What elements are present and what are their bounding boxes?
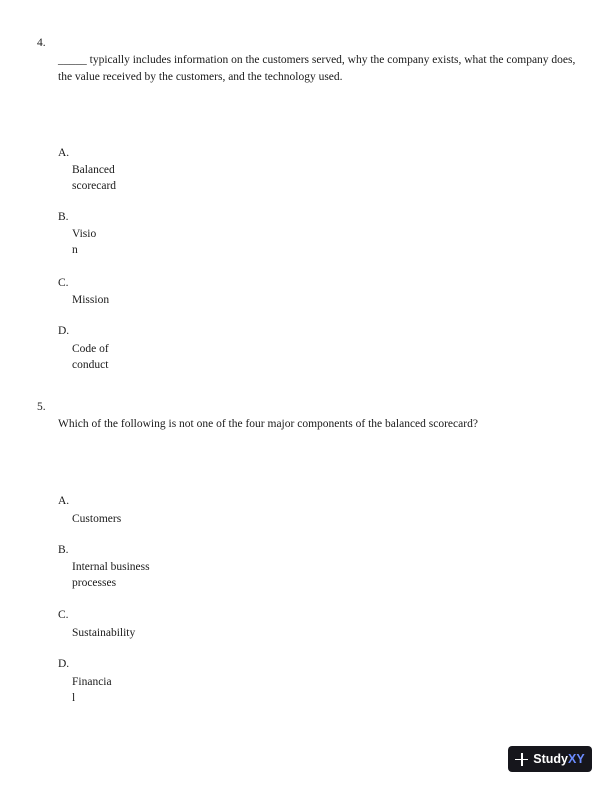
question-4-text: _____ typically includes information on the customers served, why the company exists, what the company does, the value received by the customers, and the technology used. xyxy=(58,54,576,83)
question-4-option-b-label[interactable] xyxy=(72,226,96,258)
option-line: Code of xyxy=(72,343,109,355)
option-line: Mission xyxy=(72,294,110,306)
question-4-number: 4. xyxy=(37,37,46,49)
brand-name xyxy=(533,752,584,766)
question-4-option-a-letter: A. xyxy=(58,147,70,159)
question-5-text: Which of the following is not one of the four major components of the balanced scorecard? xyxy=(58,418,478,430)
option-line: Financia xyxy=(72,676,112,688)
question-4-option-b-letter: B. xyxy=(58,211,69,223)
question-5-option-d-letter: D. xyxy=(58,658,70,670)
question-5-option-a-label[interactable] xyxy=(72,511,121,527)
question-4-option-d-label[interactable] xyxy=(72,341,109,373)
option-line: Customers xyxy=(72,513,122,525)
option-line: Balanced xyxy=(72,164,115,176)
question-5-option-d-label[interactable] xyxy=(72,674,112,706)
option-line: scorecard xyxy=(72,180,117,192)
plus-icon xyxy=(515,753,528,766)
question-5-option-c-label[interactable] xyxy=(72,625,135,641)
option-line: processes xyxy=(72,577,117,589)
option-line: l xyxy=(72,692,76,704)
question-4-option-c-letter: C. xyxy=(58,277,69,289)
option-line: n xyxy=(72,244,78,256)
question-5-option-a-letter: A. xyxy=(58,495,70,507)
brand-suffix: XY xyxy=(568,752,585,766)
question-5-option-c-letter: C. xyxy=(58,609,69,621)
option-line: Internal business xyxy=(72,561,150,573)
question-4-option-d-letter: D. xyxy=(58,325,70,337)
question-5-number: 5. xyxy=(37,401,46,413)
studyxy-badge[interactable] xyxy=(508,746,592,772)
question-5-option-b-letter: B. xyxy=(58,544,69,556)
option-line: conduct xyxy=(72,359,109,371)
question-5-option-b-label[interactable] xyxy=(72,559,150,591)
question-4-option-a-label[interactable] xyxy=(72,162,116,194)
option-line: Sustainability xyxy=(72,627,136,639)
option-line: Visio xyxy=(72,228,97,240)
brand-prefix: Study xyxy=(533,752,569,766)
question-4-option-c-label[interactable] xyxy=(72,292,109,308)
